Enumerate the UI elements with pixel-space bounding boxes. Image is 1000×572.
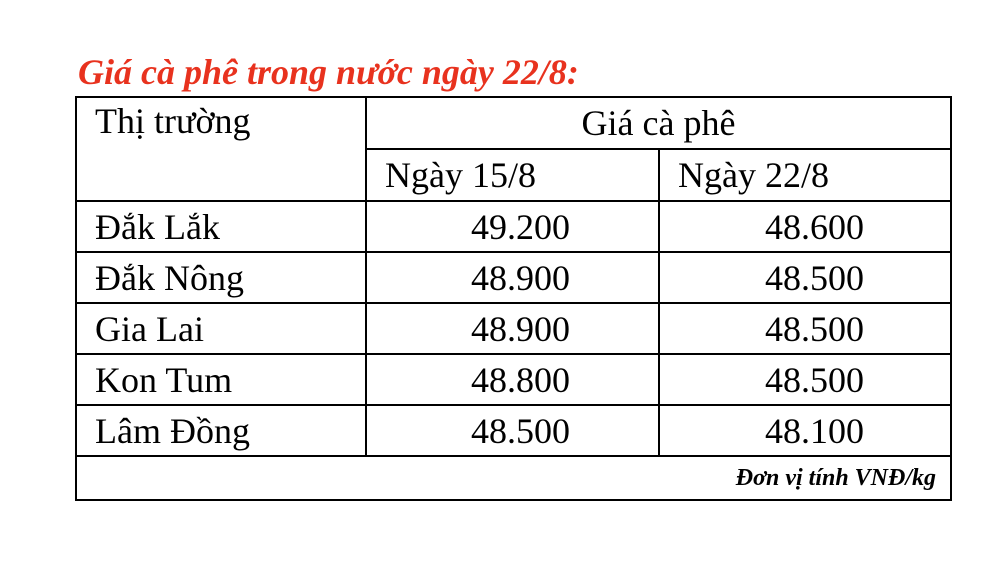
market-name: Lâm Đồng xyxy=(76,405,366,456)
unit-note: Đơn vị tính VNĐ/kg xyxy=(76,456,951,500)
price-value-date-1: 48.500 xyxy=(366,405,659,456)
market-name: Gia Lai xyxy=(76,303,366,354)
date-header-1: Ngày 15/8 xyxy=(366,149,659,201)
price-group-header: Giá cà phê xyxy=(366,97,951,149)
date-header-2: Ngày 22/8 xyxy=(659,149,951,201)
price-value-date-1: 48.900 xyxy=(366,252,659,303)
price-value-date-1: 49.200 xyxy=(366,201,659,252)
price-value-date-2: 48.500 xyxy=(659,354,951,405)
table-row xyxy=(76,201,951,252)
market-name: Kon Tum xyxy=(76,354,366,405)
price-value-date-2: 48.100 xyxy=(659,405,951,456)
price-value-date-2: 48.600 xyxy=(659,201,951,252)
price-value-date-1: 48.800 xyxy=(366,354,659,405)
unit-row xyxy=(76,456,951,500)
price-value-date-2: 48.500 xyxy=(659,252,951,303)
market-column-header: Thị trường xyxy=(76,97,366,201)
market-name: Đắk Lắk xyxy=(76,201,366,252)
coffee-price-table xyxy=(75,96,952,501)
page-title: Giá cà phê trong nước ngày 22/8: xyxy=(78,52,579,92)
price-value-date-1: 48.900 xyxy=(366,303,659,354)
table-row xyxy=(76,354,951,405)
table-row xyxy=(76,252,951,303)
table-row xyxy=(76,405,951,456)
price-value-date-2: 48.500 xyxy=(659,303,951,354)
table-row xyxy=(76,303,951,354)
market-name: Đắk Nông xyxy=(76,252,366,303)
header-row-top xyxy=(76,97,951,149)
